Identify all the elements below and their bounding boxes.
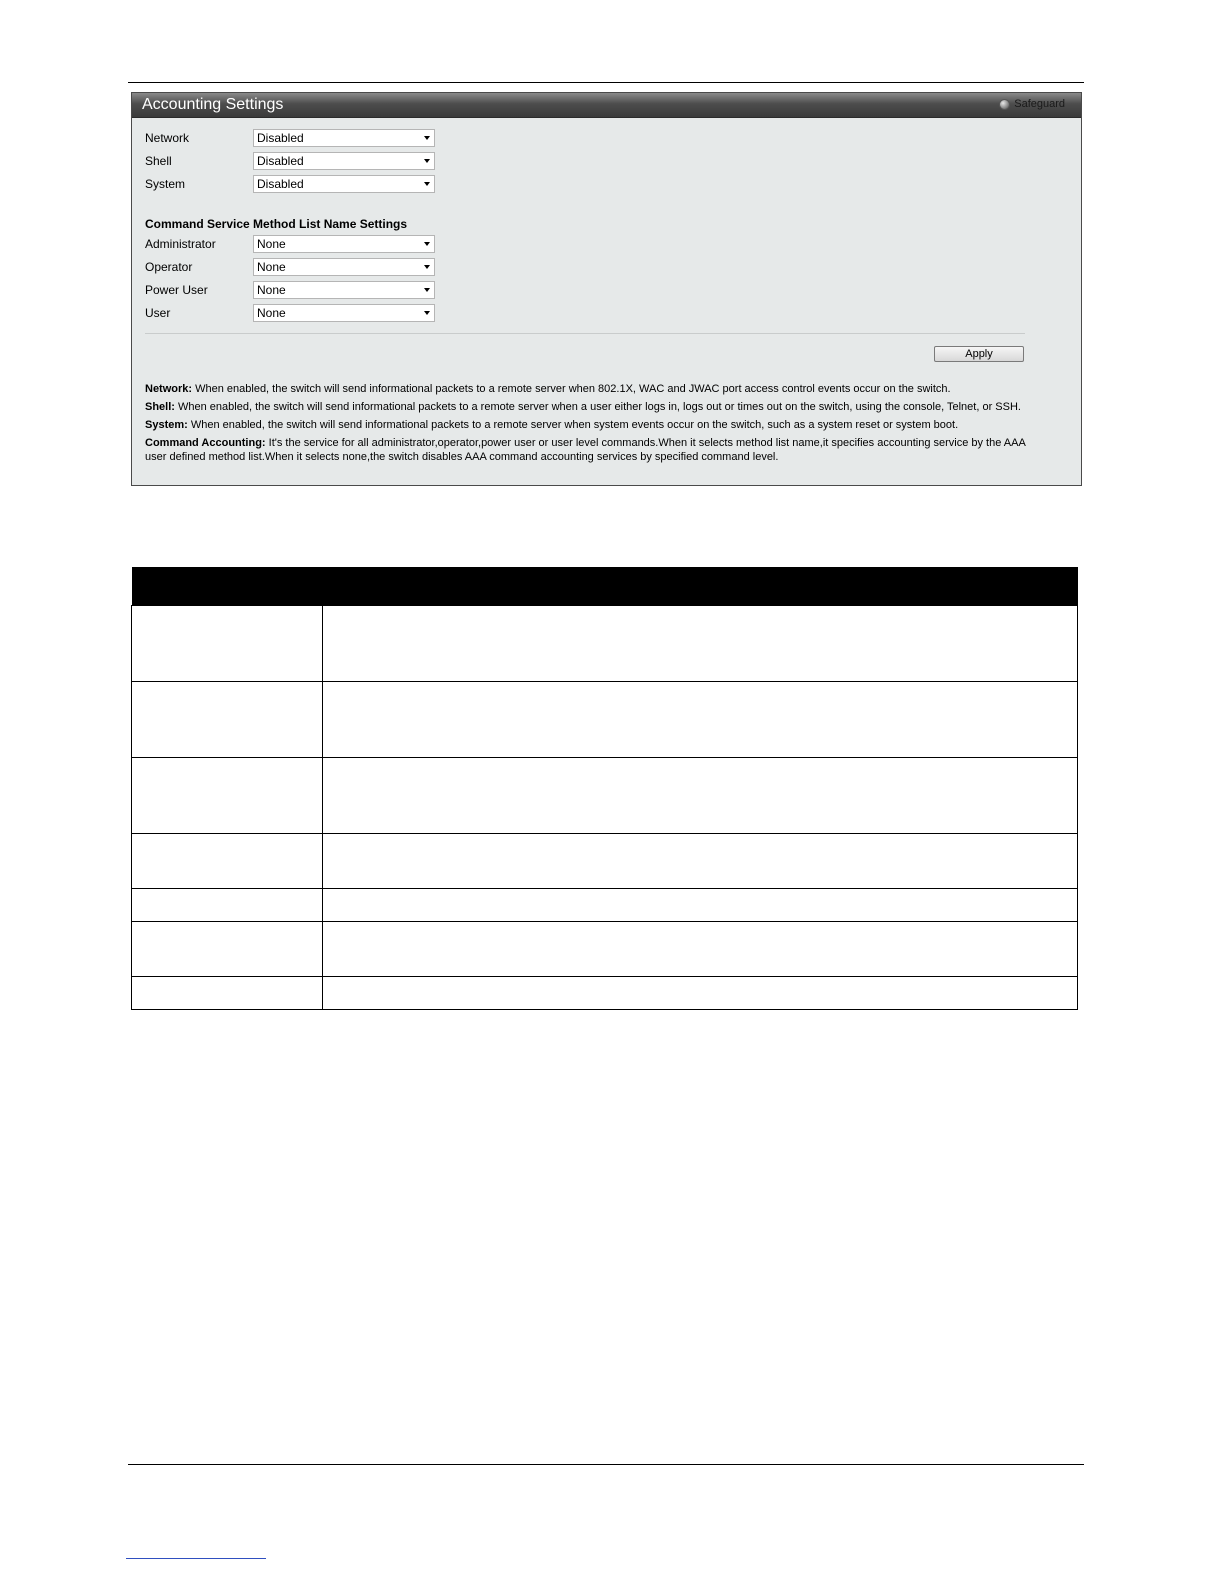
note-system bbox=[145, 418, 1035, 432]
safeguard-icon bbox=[999, 99, 1010, 110]
note-text: When enabled, the switch will send informational packets to a remote server when a user either logs in, logs out or times out on the switch, using the console, Telnet, or SSH. bbox=[174, 401, 1021, 413]
table-row bbox=[132, 977, 1078, 1010]
system-row bbox=[145, 174, 435, 194]
chevron-down-icon bbox=[424, 288, 430, 292]
table-row bbox=[132, 922, 1078, 977]
table-cell bbox=[132, 758, 323, 834]
table-cell bbox=[323, 922, 1078, 977]
chevron-down-icon bbox=[424, 242, 430, 246]
shell-label: Shell bbox=[145, 154, 172, 168]
shell-select-value: Disabled bbox=[257, 154, 304, 168]
chevron-down-icon bbox=[424, 265, 430, 269]
note-network bbox=[145, 382, 1035, 396]
table-cell bbox=[323, 834, 1078, 889]
operator-select[interactable] bbox=[253, 258, 435, 276]
footer-rule bbox=[128, 1464, 1084, 1465]
note-term: Network: bbox=[145, 383, 193, 395]
table-cell bbox=[323, 758, 1078, 834]
panel-title: Accounting Settings bbox=[142, 96, 284, 113]
table-cell bbox=[132, 834, 323, 889]
table-row bbox=[132, 758, 1078, 834]
apply-button[interactable]: Apply bbox=[934, 346, 1024, 362]
note-term: System: bbox=[145, 419, 188, 431]
power-user-select-value: None bbox=[257, 283, 286, 297]
chevron-down-icon bbox=[424, 311, 430, 315]
note-term: Shell: bbox=[145, 401, 175, 413]
network-label: Network bbox=[145, 131, 190, 145]
note-term: Command Accounting: bbox=[145, 437, 266, 449]
note-text: When enabled, the switch will send informational packets to a remote server when 802.1X, WAC and JWAC port access control events occur on the switch. bbox=[192, 383, 951, 395]
form-divider bbox=[145, 333, 1025, 334]
network-row bbox=[145, 128, 435, 148]
table-header-row bbox=[132, 567, 1078, 606]
chevron-down-icon bbox=[424, 159, 430, 163]
header-rule bbox=[128, 82, 1084, 83]
table-row bbox=[132, 889, 1078, 922]
accounting-settings-panel bbox=[131, 92, 1082, 486]
shell-row bbox=[145, 151, 435, 171]
administrator-select[interactable] bbox=[253, 235, 435, 253]
table-cell bbox=[323, 682, 1078, 758]
administrator-select-value: None bbox=[257, 237, 286, 251]
table-row bbox=[132, 682, 1078, 758]
shell-select[interactable] bbox=[253, 152, 435, 170]
administrator-row bbox=[145, 234, 435, 254]
table-cell bbox=[132, 606, 323, 682]
power-user-row bbox=[145, 280, 435, 300]
note-shell bbox=[145, 400, 1035, 414]
chevron-down-icon bbox=[424, 136, 430, 140]
user-select[interactable] bbox=[253, 304, 435, 322]
user-select-value: None bbox=[257, 306, 286, 320]
safeguard-indicator bbox=[999, 98, 1065, 110]
help-notes bbox=[145, 382, 1035, 468]
table-cell bbox=[323, 606, 1078, 682]
network-select-value: Disabled bbox=[257, 131, 304, 145]
table-cell bbox=[132, 889, 323, 922]
safeguard-label: Safeguard bbox=[1014, 98, 1065, 110]
note-text: When enabled, the switch will send informational packets to a remote server when system events occur on the switch, such as a system reset or system boot. bbox=[187, 419, 959, 431]
power-user-label: Power User bbox=[145, 283, 208, 297]
table-cell bbox=[132, 682, 323, 758]
operator-label: Operator bbox=[145, 260, 193, 274]
table-cell bbox=[323, 889, 1078, 922]
operator-select-value: None bbox=[257, 260, 286, 274]
system-label: System bbox=[145, 177, 186, 191]
operator-row bbox=[145, 257, 435, 277]
power-user-select[interactable] bbox=[253, 281, 435, 299]
table-cell bbox=[323, 977, 1078, 1010]
command-section-heading: Command Service Method List Name Settings bbox=[145, 217, 408, 231]
network-select[interactable] bbox=[253, 129, 435, 147]
table-row bbox=[132, 834, 1078, 889]
parameter-table bbox=[131, 567, 1078, 1010]
user-row bbox=[145, 303, 435, 323]
table-header-cell bbox=[323, 567, 1078, 606]
table-cell bbox=[132, 922, 323, 977]
chevron-down-icon bbox=[424, 182, 430, 186]
note-text: It's the service for all administrator,operator,power user or user level commands.When it selects method list name,it specifies accounting service by the AAA user defined method list.When it selects none,the switch disables AAA command accounting services by specified command level. bbox=[145, 437, 1026, 463]
footer-link-underline bbox=[126, 1558, 266, 1559]
note-command-accounting bbox=[145, 436, 1035, 464]
system-select[interactable] bbox=[253, 175, 435, 193]
table-header-cell bbox=[132, 567, 323, 606]
system-select-value: Disabled bbox=[257, 177, 304, 191]
administrator-label: Administrator bbox=[145, 237, 216, 251]
table-row bbox=[132, 606, 1078, 682]
panel-title-bar bbox=[132, 93, 1081, 118]
user-label: User bbox=[145, 306, 171, 320]
table-cell bbox=[132, 977, 323, 1010]
